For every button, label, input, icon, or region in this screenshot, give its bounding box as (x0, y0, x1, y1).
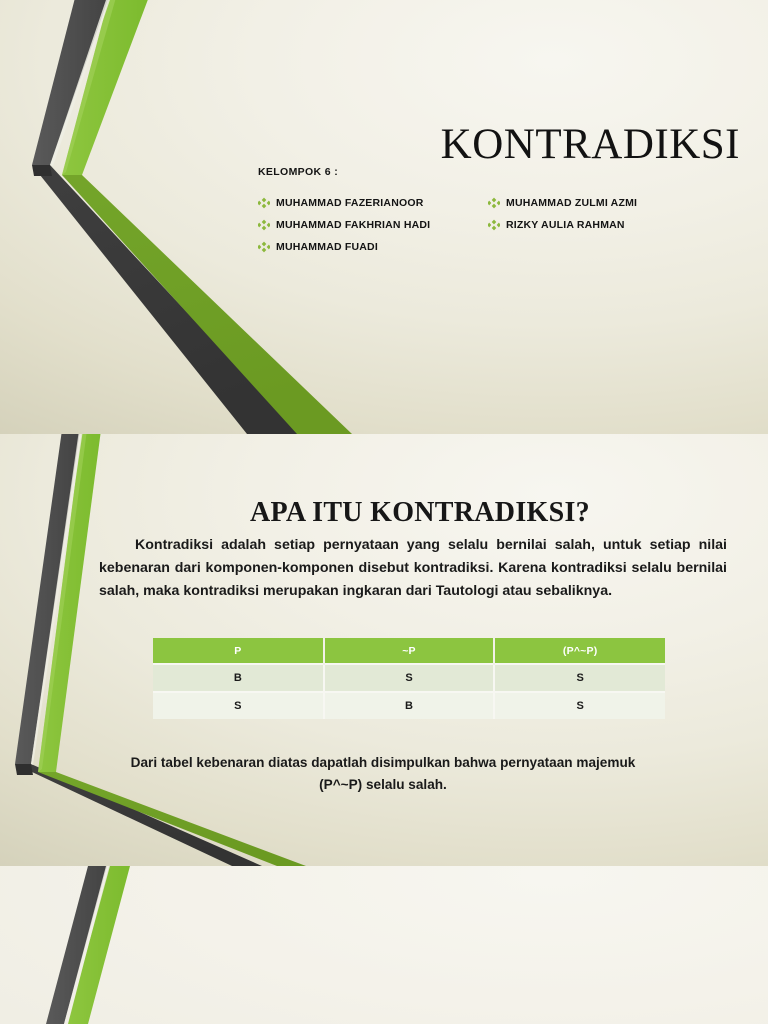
body-paragraph: Kontradiksi adalah setiap pernyataan yang selalu bernilai salah, untuk setiap nilai kebenaran dari komponen-komponen disebut kontradiksi. Karena kontradiksi selalu bernilai salah, maka kontradiksi merupakan ingkaran dari Tautologi atau sebaliknya. (99, 537, 727, 600)
table-cell: B (324, 692, 495, 719)
page-title: KONTRADIKSI (440, 120, 740, 168)
slide-title (0, 0, 768, 434)
table-row (153, 692, 665, 719)
table-header-row (153, 638, 665, 664)
member-name: MUHAMMAD ZULMI AZMI (506, 197, 638, 209)
member-name: MUHAMMAD FUADI (276, 241, 378, 253)
diamond-cluster-bullet-icon (258, 219, 270, 231)
list-item (258, 236, 430, 258)
member-name: MUHAMMAD FAKHRIAN HADI (276, 219, 431, 231)
list-item (258, 192, 430, 214)
table-row (153, 664, 665, 692)
member-name: MUHAMMAD FAZERIANOOR (276, 197, 424, 209)
diamond-cluster-bullet-icon (488, 219, 500, 231)
diamond-cluster-bullet-icon (258, 197, 270, 209)
member-column-right (488, 192, 637, 236)
list-item (488, 192, 637, 214)
table-cell: S (153, 692, 324, 719)
diagonal-accent-bands-graphic (0, 866, 768, 1024)
slide-next-partial (0, 866, 768, 1024)
truth-table (153, 638, 665, 719)
slide-content (0, 434, 768, 866)
column-header-p: P (153, 638, 324, 664)
diamond-cluster-bullet-icon (258, 241, 270, 253)
table-cell: S (494, 664, 665, 692)
section-title: APA ITU KONTRADIKSI? (250, 497, 590, 529)
table-cell: S (494, 692, 665, 719)
list-item (488, 214, 637, 236)
member-name: RIZKY AULIA RAHMAN (506, 219, 625, 231)
member-column-left (258, 192, 430, 258)
column-header-not-p: ~P (324, 638, 495, 664)
column-header-p-and-not-p: (P^~P) (494, 638, 665, 664)
table-cell: B (153, 664, 324, 692)
table-cell: S (324, 664, 495, 692)
group-label: KELOMPOK 6 : (258, 166, 339, 178)
list-item (258, 214, 430, 236)
table-caption: Dari tabel kebenaran diatas dapatlah disimpulkan bahwa pernyataan majemuk (P^~P) selalu salah. (130, 754, 636, 793)
diamond-cluster-bullet-icon (488, 197, 500, 209)
